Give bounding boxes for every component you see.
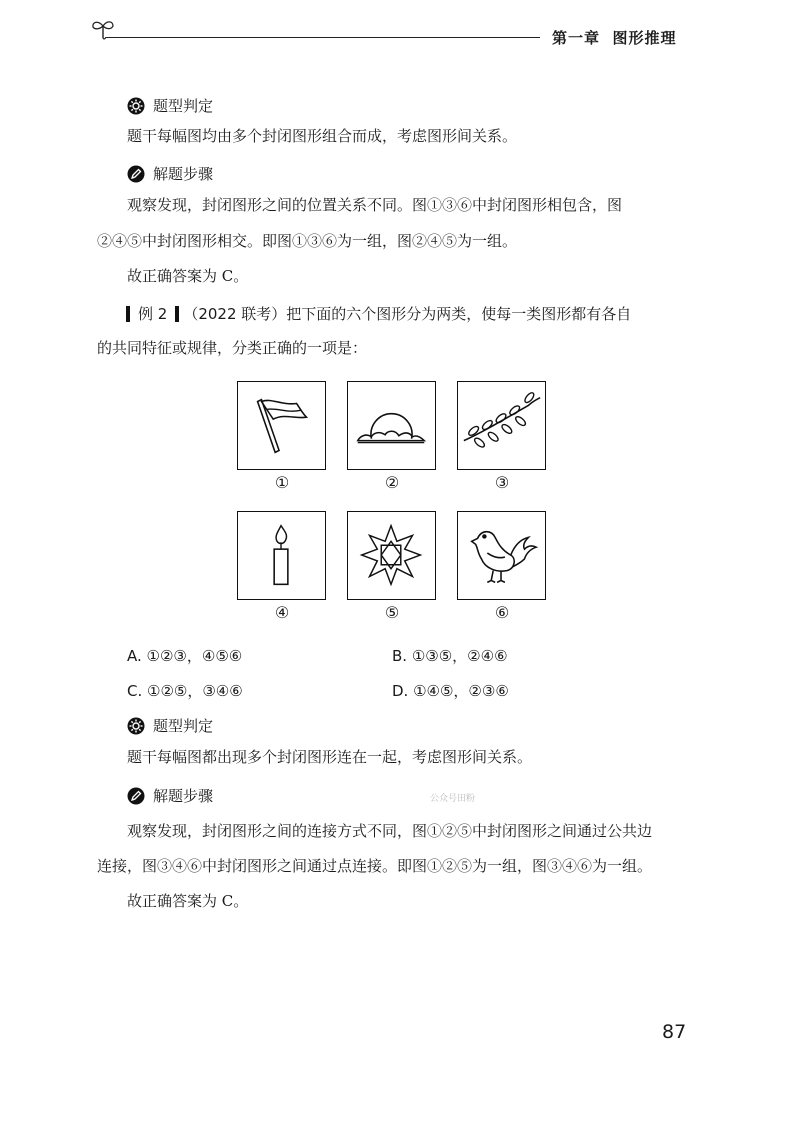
option-d[interactable]: D. ①④⑤，②③⑥ <box>392 682 509 700</box>
steps-text-2-line1: 观察发现，封闭图形之间的连接方式不同，图①②⑤中封闭图形之间通过公共边 <box>127 822 653 840</box>
star-icon <box>348 512 435 599</box>
example-question-line2: 的共同特征或规律，分类正确的一项是： <box>97 339 368 357</box>
example-question-line1: 把下面的六个图形分为两类，使每一类图形都有各自 <box>286 305 632 323</box>
page-number: 87 <box>662 1021 687 1043</box>
example-source: （2022 联考） <box>183 305 287 323</box>
sprout-icon <box>90 16 116 42</box>
type-heading-label: 题型判定 <box>153 97 214 115</box>
steps-text-1-line1: 观察发现，封闭图形之间的位置关系不同。图①③⑥中封闭图形相包含，图 <box>127 196 623 214</box>
type-text-1: 题干每幅图均由多个封闭图形组合而成，考虑图形间关系。 <box>127 127 518 145</box>
leaf-branch-icon <box>458 382 545 469</box>
chapter-header <box>552 27 676 48</box>
figure-1 <box>237 381 326 470</box>
figure-5 <box>347 511 436 600</box>
figure-5-number: ⑤ <box>384 603 400 622</box>
steps-heading-label: 解题步骤 <box>153 787 214 805</box>
gear-icon <box>127 717 145 735</box>
type-heading-2 <box>127 715 213 736</box>
watermark: 公众号田粉 <box>430 794 476 804</box>
option-c[interactable]: C. ①②⑤，③④⑥ <box>127 682 243 700</box>
figure-4 <box>237 511 326 600</box>
figure-3 <box>457 381 546 470</box>
pencil-icon <box>127 165 145 183</box>
figure-2-number: ② <box>384 473 400 492</box>
steps-heading-1 <box>127 163 213 184</box>
steps-text-2-line2: 连接，图③④⑥中封闭图形之间通过点连接。即图①②⑤为一组，图③④⑥为一组。 <box>97 857 653 875</box>
chapter-title: 图形推理 <box>612 29 677 47</box>
type-heading-1 <box>127 95 213 116</box>
example-bar-right <box>175 306 179 322</box>
example-bar-left <box>126 306 130 322</box>
option-b[interactable]: B. ①③⑤，②④⑥ <box>392 647 508 665</box>
figure-6-number: ⑥ <box>494 603 510 622</box>
steps-heading-label: 解题步骤 <box>153 165 214 183</box>
chapter-label: 第一章 <box>552 29 601 47</box>
steps-text-1-line2: ②④⑤中封闭图形相交。即图①③⑥为一组，图②④⑤为一组。 <box>97 232 518 250</box>
type-heading-label: 题型判定 <box>153 717 214 735</box>
answer-2: 故正确答案为 C。 <box>127 892 249 910</box>
figure-2 <box>347 381 436 470</box>
pencil-icon <box>127 787 145 805</box>
example-2-question <box>126 303 631 324</box>
sun-over-cloud-icon <box>348 382 435 469</box>
example-label: 例 2 <box>138 305 168 323</box>
figure-6 <box>457 511 546 600</box>
steps-heading-2 <box>127 785 213 806</box>
option-a[interactable]: A. ①②③，④⑤⑥ <box>127 647 243 665</box>
flag-icon <box>238 382 325 469</box>
figure-1-number: ① <box>274 473 290 492</box>
bird-icon <box>458 512 545 599</box>
answer-1: 故正确答案为 C。 <box>127 267 249 285</box>
type-text-2: 题干每幅图都出现多个封闭图形连在一起，考虑图形间关系。 <box>127 748 533 766</box>
figure-3-number: ③ <box>494 473 510 492</box>
candle-icon <box>238 512 325 599</box>
figure-4-number: ④ <box>274 603 290 622</box>
gear-icon <box>127 97 145 115</box>
header-rule <box>106 37 540 38</box>
